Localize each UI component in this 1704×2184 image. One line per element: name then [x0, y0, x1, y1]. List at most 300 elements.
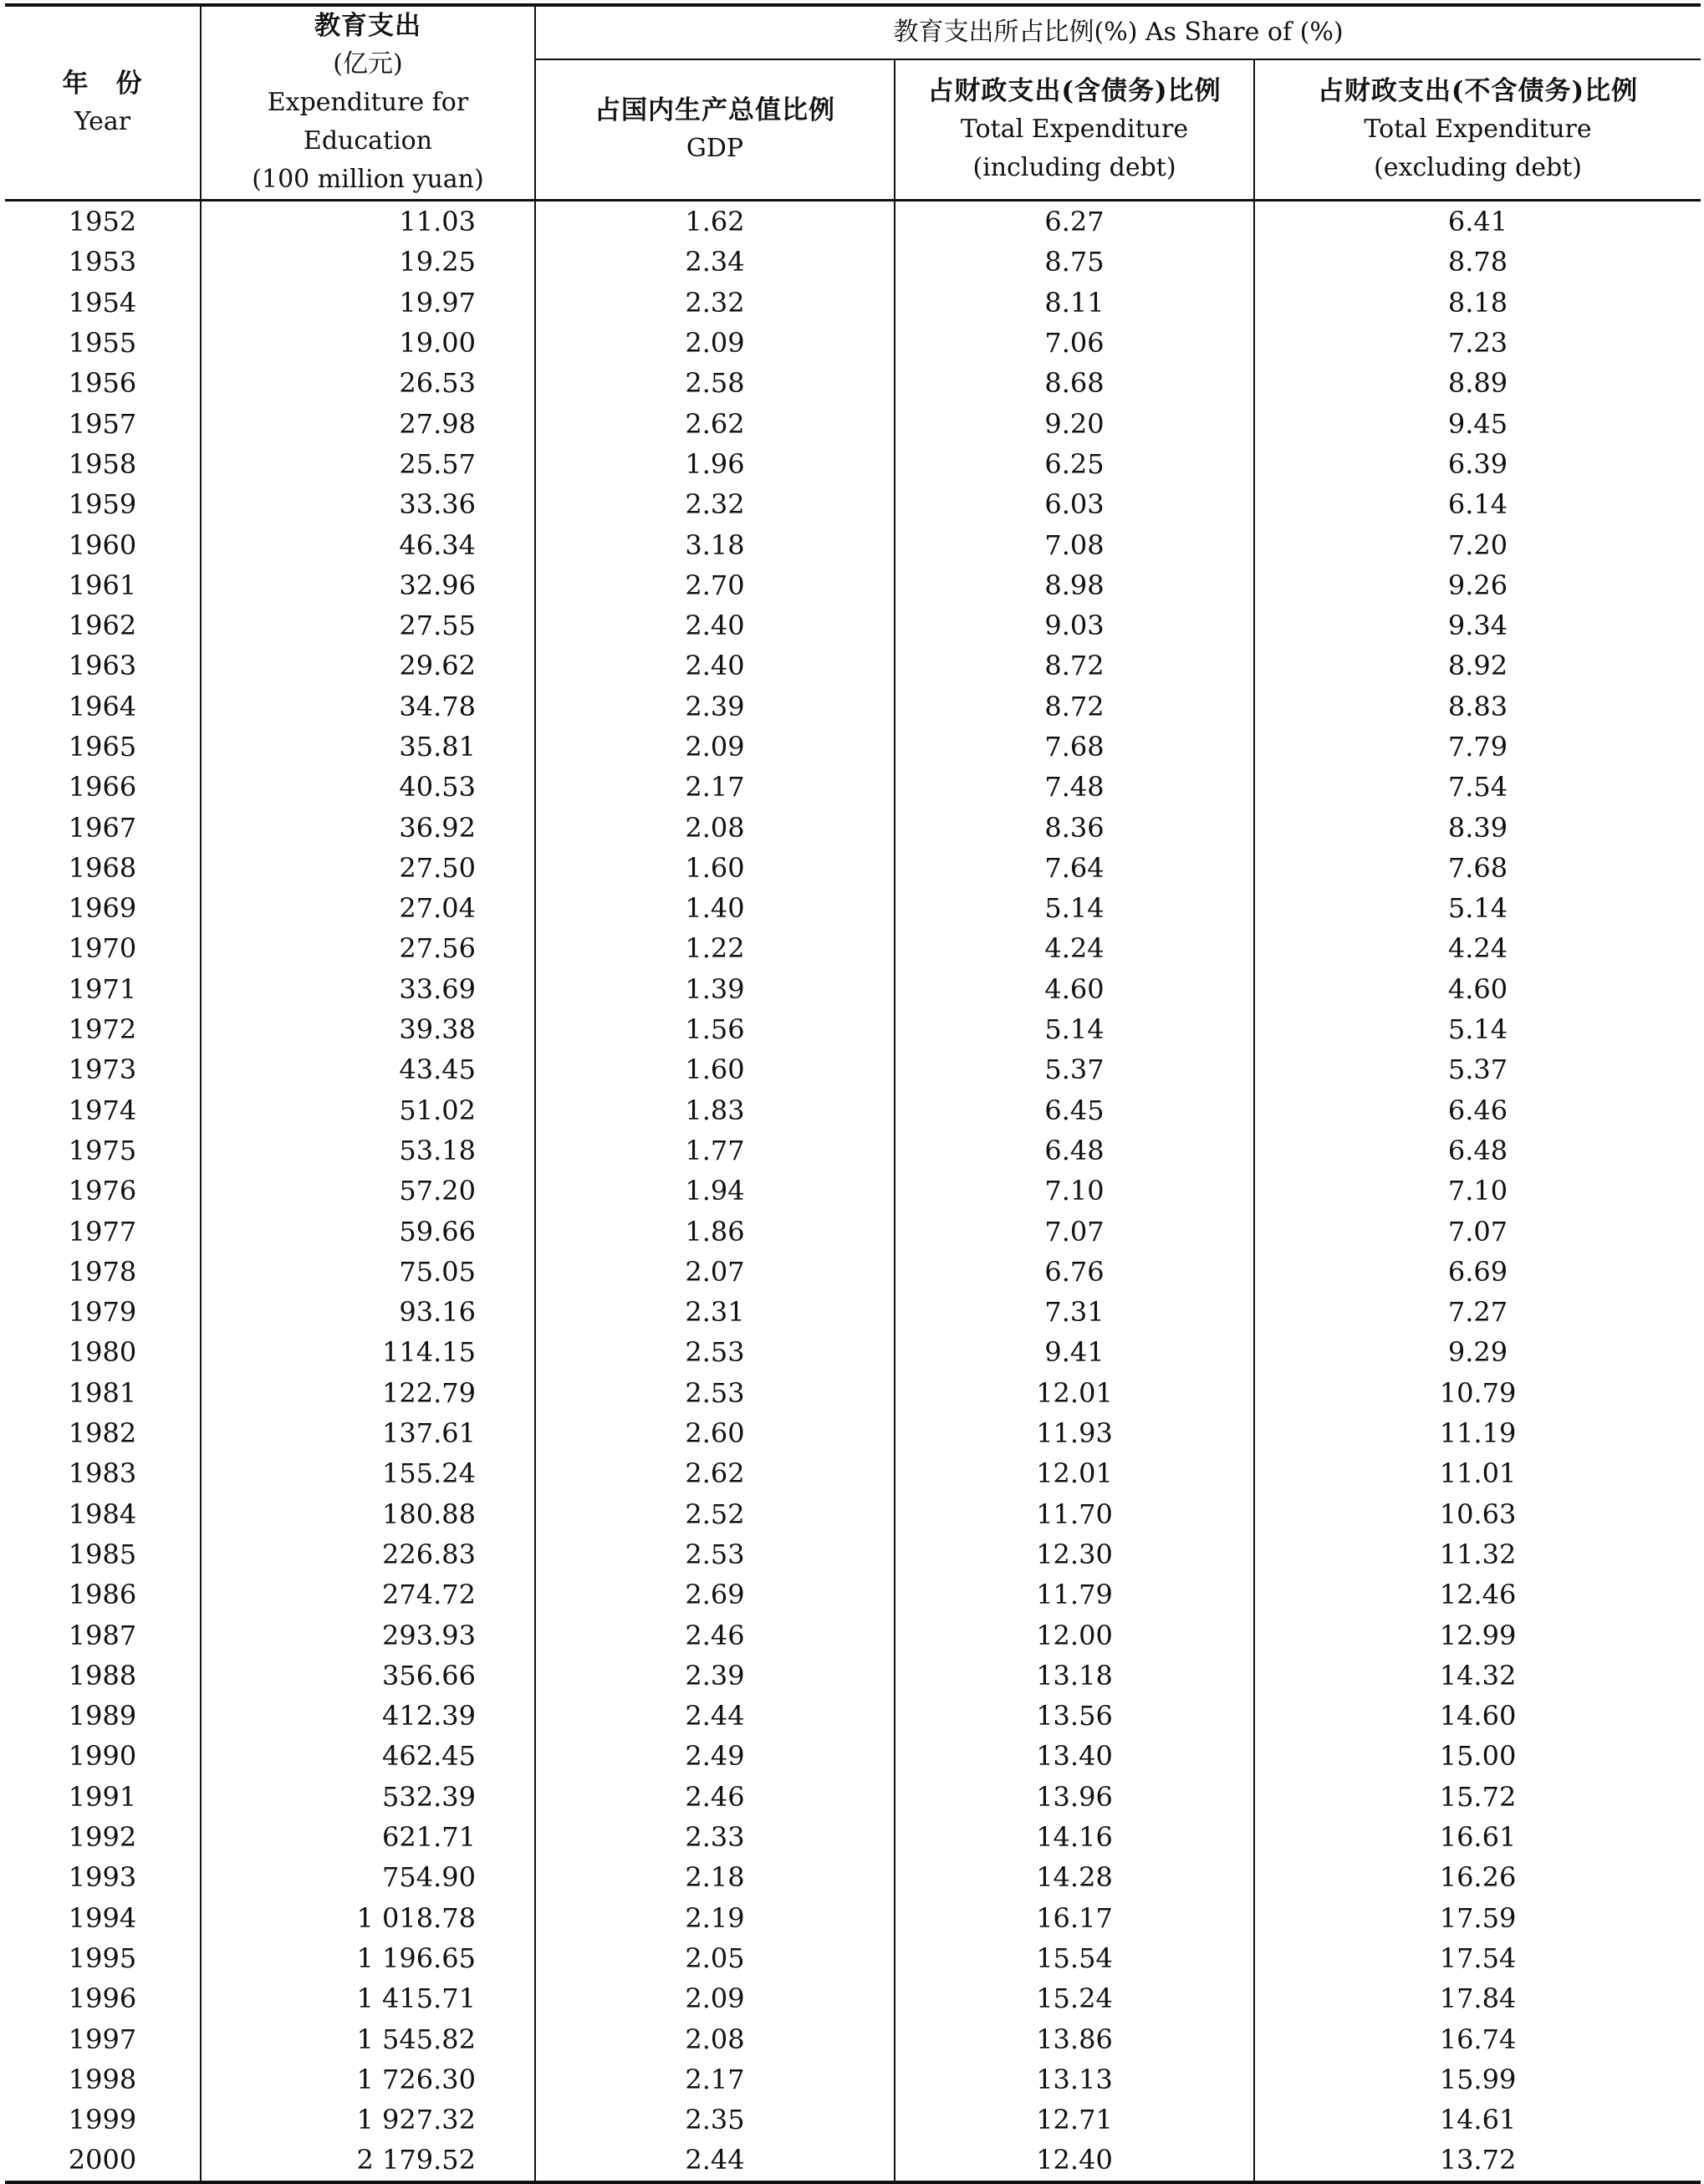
- table-row: [5, 1857, 1701, 1897]
- table-row: [5, 403, 1701, 443]
- cell-year: 1964: [68, 690, 137, 722]
- cell-share-excluding-debt: 9.29: [1254, 1332, 1701, 1372]
- table-row: [5, 888, 1701, 928]
- cell-year: 1959: [68, 488, 137, 521]
- cell-education-expenditure: 32.96: [201, 565, 535, 605]
- table-row: [5, 1171, 1701, 1211]
- cell-share-excluding-debt: 15.72: [1254, 1777, 1701, 1817]
- cell-share-excluding-debt: 16.74: [1254, 2018, 1701, 2059]
- cell-year: 2000: [5, 2140, 201, 2181]
- cell-year: 1980: [68, 1336, 137, 1369]
- header-edu-zh: 教育支出: [314, 11, 421, 41]
- cell-share-including-debt: 4.24: [895, 928, 1254, 968]
- cell-share-excluding-debt: 9.34: [1254, 605, 1701, 646]
- cell-share-excluding-debt: 7.10: [1254, 1171, 1701, 1211]
- cell-year: 1977: [68, 1215, 137, 1248]
- cell-share-excluding-debt: 7.07: [1254, 1211, 1701, 1251]
- cell-share-including-debt: 14.16: [895, 1817, 1254, 1857]
- header-gdp-en: GDP: [686, 134, 744, 163]
- cell-share-gdp: 1.83: [535, 1090, 895, 1130]
- table-row: [5, 1978, 1701, 2018]
- table-row: [5, 524, 1701, 564]
- cell-share-including-debt: 7.64: [895, 848, 1254, 888]
- cell-year: 1987: [68, 1619, 137, 1651]
- table-body: [5, 201, 1701, 2182]
- cell-education-expenditure: 59.66: [201, 1211, 535, 1251]
- cell-share-including-debt: 9.20: [895, 403, 1254, 443]
- cell-share-gdp: 2.44: [535, 1696, 895, 1736]
- header-inc-note: (including debt): [972, 153, 1176, 182]
- table-row: [5, 1696, 1701, 1736]
- cell-year: 1955: [68, 327, 137, 360]
- cell-year: 1965: [68, 731, 137, 763]
- cell-share-including-debt: 12.00: [895, 1615, 1254, 1655]
- cell-share-gdp: 2.17: [535, 2059, 895, 2100]
- table-row: [5, 2140, 1701, 2181]
- table-row: [5, 2059, 1701, 2100]
- cell-share-gdp: 2.53: [535, 1332, 895, 1372]
- cell-education-expenditure: 1 545.82: [201, 2018, 535, 2059]
- cell-share-gdp: 2.08: [535, 807, 895, 847]
- cell-share-excluding-debt: 8.78: [1254, 242, 1701, 282]
- table-row: [5, 1897, 1701, 1937]
- cell-year: 1970: [68, 932, 137, 965]
- header-year-en: Year: [74, 107, 131, 136]
- cell-share-including-debt: 13.96: [895, 1777, 1254, 1817]
- cell-share-excluding-debt: 11.19: [1254, 1413, 1701, 1453]
- cell-share-excluding-debt: 7.27: [1254, 1292, 1701, 1332]
- cell-share-excluding-debt: 14.60: [1254, 1696, 1701, 1736]
- cell-share-excluding-debt: 10.79: [1254, 1373, 1701, 1413]
- header-gdp-zh: 占国内生产总值比例: [594, 95, 835, 125]
- cell-share-excluding-debt: 12.46: [1254, 1574, 1701, 1615]
- cell-year: 1953: [68, 246, 137, 278]
- table-row: [5, 1413, 1701, 1453]
- cell-year: 1956: [68, 367, 137, 400]
- cell-share-including-debt: 11.79: [895, 1574, 1254, 1615]
- cell-share-excluding-debt: 6.39: [1254, 444, 1701, 484]
- cell-share-excluding-debt: 16.61: [1254, 1817, 1701, 1857]
- cell-share-including-debt: 12.01: [895, 1373, 1254, 1413]
- cell-share-gdp: 1.22: [535, 928, 895, 968]
- cell-share-gdp: 2.17: [535, 767, 895, 807]
- cell-share-including-debt: 11.70: [895, 1494, 1254, 1534]
- cell-year: 1962: [68, 610, 137, 642]
- cell-share-including-debt: 13.13: [895, 2059, 1254, 2100]
- cell-share-excluding-debt: 7.79: [1254, 727, 1701, 767]
- table-row: [5, 484, 1701, 524]
- cell-share-gdp: 2.69: [535, 1574, 895, 1615]
- education-expenditure-table: [5, 3, 1701, 2184]
- cell-education-expenditure: 2 179.52: [201, 2140, 535, 2181]
- header-share-title: 教育支出所占比例(%) As Share of (%): [535, 5, 1701, 59]
- cell-education-expenditure: 93.16: [201, 1292, 535, 1332]
- table-row: [5, 1656, 1701, 1696]
- cell-share-gdp: 2.19: [535, 1897, 895, 1937]
- table-row: [5, 686, 1701, 727]
- cell-share-gdp: 1.60: [535, 1049, 895, 1089]
- cell-share-including-debt: 6.25: [895, 444, 1254, 484]
- cell-education-expenditure: 274.72: [201, 1574, 535, 1615]
- cell-share-excluding-debt: 8.92: [1254, 646, 1701, 686]
- cell-share-excluding-debt: 4.24: [1254, 928, 1701, 968]
- cell-share-gdp: 2.05: [535, 1938, 895, 1978]
- cell-share-gdp: 2.07: [535, 1252, 895, 1292]
- cell-year: 1975: [68, 1134, 137, 1166]
- cell-share-including-debt: 7.68: [895, 727, 1254, 767]
- table-row: [5, 565, 1701, 605]
- table-row: [5, 1211, 1701, 1251]
- table-row: [5, 1615, 1701, 1655]
- cell-share-gdp: 2.32: [535, 484, 895, 524]
- table-row: [5, 727, 1701, 767]
- cell-education-expenditure: 36.92: [201, 807, 535, 847]
- cell-year: 1994: [68, 1901, 137, 1934]
- cell-year: 1966: [68, 771, 137, 804]
- cell-share-excluding-debt: 16.26: [1254, 1857, 1701, 1897]
- cell-share-including-debt: 13.56: [895, 1696, 1254, 1736]
- table-row: [5, 928, 1701, 968]
- cell-year: 1989: [68, 1700, 137, 1732]
- cell-share-gdp: 1.40: [535, 888, 895, 928]
- cell-year: 1990: [68, 1740, 137, 1773]
- cell-year: 1995: [68, 1942, 137, 1974]
- cell-education-expenditure: 462.45: [201, 1736, 535, 1776]
- cell-year: 1968: [68, 851, 137, 884]
- cell-share-excluding-debt: 9.45: [1254, 403, 1701, 443]
- cell-share-including-debt: 7.31: [895, 1292, 1254, 1332]
- cell-share-excluding-debt: 10.63: [1254, 1494, 1701, 1534]
- cell-share-including-debt: 12.71: [895, 2100, 1254, 2140]
- cell-share-excluding-debt: 9.26: [1254, 565, 1701, 605]
- cell-share-including-debt: 9.03: [895, 605, 1254, 646]
- table-row: [5, 646, 1701, 686]
- cell-education-expenditure: 27.55: [201, 605, 535, 646]
- cell-education-expenditure: 26.53: [201, 363, 535, 403]
- cell-share-gdp: 2.09: [535, 1978, 895, 2018]
- cell-share-including-debt: 6.27: [895, 201, 1254, 242]
- cell-share-excluding-debt: 6.41: [1254, 201, 1701, 242]
- cell-share-gdp: 2.46: [535, 1777, 895, 1817]
- cell-education-expenditure: 180.88: [201, 1494, 535, 1534]
- cell-share-gdp: 2.70: [535, 565, 895, 605]
- cell-share-including-debt: 13.86: [895, 2018, 1254, 2059]
- cell-share-including-debt: 15.54: [895, 1938, 1254, 1978]
- cell-year: 1992: [68, 1821, 137, 1854]
- table-row: [5, 1453, 1701, 1493]
- cell-year: 1969: [68, 892, 137, 925]
- cell-year: 1952: [68, 206, 137, 238]
- cell-share-excluding-debt: 8.83: [1254, 686, 1701, 727]
- cell-share-excluding-debt: 8.89: [1254, 363, 1701, 403]
- table-row: [5, 605, 1701, 646]
- cell-share-gdp: 1.56: [535, 1009, 895, 1049]
- table-row: [5, 2018, 1701, 2059]
- cell-education-expenditure: 19.97: [201, 283, 535, 323]
- cell-share-gdp: 2.34: [535, 242, 895, 282]
- cell-share-excluding-debt: 13.72: [1254, 2140, 1701, 2181]
- cell-year: 1974: [68, 1094, 137, 1126]
- cell-share-gdp: 3.18: [535, 524, 895, 564]
- cell-share-including-debt: 7.10: [895, 1171, 1254, 1211]
- cell-share-gdp: 2.62: [535, 403, 895, 443]
- cell-share-including-debt: 12.01: [895, 1453, 1254, 1493]
- cell-share-including-debt: 8.68: [895, 363, 1254, 403]
- cell-share-including-debt: 7.08: [895, 524, 1254, 564]
- header-education-expenditure: [201, 5, 535, 201]
- table-row: [5, 1373, 1701, 1413]
- cell-share-gdp: 2.49: [535, 1736, 895, 1776]
- cell-education-expenditure: 33.69: [201, 969, 535, 1009]
- cell-share-gdp: 2.33: [535, 1817, 895, 1857]
- cell-year: 1954: [68, 286, 137, 319]
- cell-education-expenditure: 532.39: [201, 1777, 535, 1817]
- cell-education-expenditure: 1 726.30: [201, 2059, 535, 2100]
- table-row: [5, 1817, 1701, 1857]
- cell-share-including-debt: 5.14: [895, 888, 1254, 928]
- cell-year: 1981: [68, 1376, 137, 1409]
- cell-education-expenditure: 40.53: [201, 767, 535, 807]
- cell-share-excluding-debt: 11.32: [1254, 1534, 1701, 1574]
- cell-share-excluding-debt: 12.99: [1254, 1615, 1701, 1655]
- cell-year: 1982: [68, 1417, 137, 1450]
- header-share-gdp: [535, 59, 895, 201]
- cell-education-expenditure: 27.56: [201, 928, 535, 968]
- cell-share-excluding-debt: 6.69: [1254, 1252, 1701, 1292]
- document-page: [5, 3, 1701, 2184]
- cell-year: 1985: [68, 1538, 137, 1570]
- cell-share-including-debt: 11.93: [895, 1413, 1254, 1453]
- cell-share-excluding-debt: 7.23: [1254, 323, 1701, 363]
- cell-share-including-debt: 14.28: [895, 1857, 1254, 1897]
- cell-share-gdp: 2.53: [535, 1373, 895, 1413]
- cell-share-excluding-debt: 8.18: [1254, 283, 1701, 323]
- cell-year: 1993: [68, 1861, 137, 1894]
- cell-education-expenditure: 155.24: [201, 1453, 535, 1493]
- cell-year: 1960: [68, 528, 137, 561]
- cell-year: 1996: [68, 1982, 137, 2015]
- header-inc-zh: 占财政支出(含债务)比例: [927, 76, 1222, 106]
- cell-share-including-debt: 8.36: [895, 807, 1254, 847]
- cell-share-excluding-debt: 5.14: [1254, 1009, 1701, 1049]
- table-row: [5, 1494, 1701, 1534]
- table-row: [5, 1736, 1701, 1776]
- cell-share-including-debt: 9.41: [895, 1332, 1254, 1372]
- table-row: [5, 444, 1701, 484]
- cell-year: 1988: [68, 1659, 137, 1692]
- cell-year: 1986: [68, 1579, 137, 1611]
- cell-share-excluding-debt: 14.61: [1254, 2100, 1701, 2140]
- table-row: [5, 1130, 1701, 1171]
- cell-education-expenditure: 27.98: [201, 403, 535, 443]
- cell-share-including-debt: 13.40: [895, 1736, 1254, 1776]
- cell-education-expenditure: 356.66: [201, 1656, 535, 1696]
- cell-year: 1999: [68, 2104, 137, 2136]
- header-share-including-debt: [895, 59, 1254, 201]
- table-row: [5, 1777, 1701, 1817]
- cell-share-excluding-debt: 17.54: [1254, 1938, 1701, 1978]
- cell-education-expenditure: 114.15: [201, 1332, 535, 1372]
- table-row: [5, 283, 1701, 323]
- cell-education-expenditure: 1 415.71: [201, 1978, 535, 2018]
- cell-year: 1991: [68, 1780, 137, 1813]
- header-year-zh: 年 份: [62, 69, 143, 99]
- table-row: [5, 323, 1701, 363]
- table-row: [5, 1574, 1701, 1615]
- header-exc-note: (excluding debt): [1374, 153, 1582, 182]
- cell-education-expenditure: 137.61: [201, 1413, 535, 1453]
- cell-education-expenditure: 51.02: [201, 1090, 535, 1130]
- table-row: [5, 1938, 1701, 1978]
- table-header: [5, 5, 1701, 201]
- table-row: [5, 1252, 1701, 1292]
- table-row: [5, 807, 1701, 847]
- cell-education-expenditure: 53.18: [201, 1130, 535, 1171]
- table-row: [5, 969, 1701, 1009]
- cell-share-excluding-debt: 14.32: [1254, 1656, 1701, 1696]
- cell-education-expenditure: 19.00: [201, 323, 535, 363]
- cell-share-excluding-debt: 17.59: [1254, 1897, 1701, 1937]
- cell-share-excluding-debt: 5.14: [1254, 888, 1701, 928]
- cell-share-gdp: 2.39: [535, 1656, 895, 1696]
- table-row: [5, 201, 1701, 242]
- cell-education-expenditure: 19.25: [201, 242, 535, 282]
- cell-education-expenditure: 57.20: [201, 1171, 535, 1211]
- cell-education-expenditure: 1 196.65: [201, 1938, 535, 1978]
- cell-share-including-debt: 6.03: [895, 484, 1254, 524]
- table-row: [5, 1049, 1701, 1089]
- cell-year: 1978: [68, 1255, 137, 1288]
- cell-year: 1972: [68, 1013, 137, 1046]
- cell-share-gdp: 2.52: [535, 1494, 895, 1534]
- cell-share-excluding-debt: 17.84: [1254, 1978, 1701, 2018]
- header-exc-en: Total Expenditure: [1364, 115, 1592, 144]
- cell-share-including-debt: 7.06: [895, 323, 1254, 363]
- cell-share-including-debt: 8.72: [895, 686, 1254, 727]
- cell-share-gdp: 1.94: [535, 1171, 895, 1211]
- table-row: [5, 1009, 1701, 1049]
- cell-share-gdp: 2.53: [535, 1534, 895, 1574]
- cell-share-including-debt: 8.11: [895, 283, 1254, 323]
- cell-year: 1967: [68, 811, 137, 844]
- cell-education-expenditure: 11.03: [201, 201, 535, 242]
- cell-education-expenditure: 46.34: [201, 524, 535, 564]
- table-row: [5, 848, 1701, 888]
- cell-share-including-debt: 4.60: [895, 969, 1254, 1009]
- cell-education-expenditure: 25.57: [201, 444, 535, 484]
- header-edu-unit-en: (100 million yuan): [252, 165, 484, 194]
- header-inc-en: Total Expenditure: [960, 115, 1189, 144]
- cell-share-gdp: 2.60: [535, 1413, 895, 1453]
- header-year: [5, 5, 201, 201]
- header-edu-en: Expenditure for Education: [267, 88, 469, 156]
- cell-share-including-debt: 12.40: [895, 2140, 1254, 2181]
- cell-year: 1997: [68, 2023, 137, 2055]
- cell-share-excluding-debt: 7.20: [1254, 524, 1701, 564]
- cell-share-excluding-debt: 6.46: [1254, 1090, 1701, 1130]
- cell-year: 1957: [68, 407, 137, 440]
- cell-share-gdp: 2.31: [535, 1292, 895, 1332]
- cell-year: 1979: [68, 1296, 137, 1329]
- cell-share-including-debt: 12.30: [895, 1534, 1254, 1574]
- cell-share-including-debt: 8.72: [895, 646, 1254, 686]
- cell-share-excluding-debt: 15.00: [1254, 1736, 1701, 1776]
- cell-share-excluding-debt: 7.54: [1254, 767, 1701, 807]
- cell-education-expenditure: 412.39: [201, 1696, 535, 1736]
- cell-share-gdp: 2.09: [535, 323, 895, 363]
- cell-education-expenditure: 35.81: [201, 727, 535, 767]
- cell-share-excluding-debt: 4.60: [1254, 969, 1701, 1009]
- cell-share-including-debt: 8.75: [895, 242, 1254, 282]
- table-row: [5, 767, 1701, 807]
- cell-share-excluding-debt: 5.37: [1254, 1049, 1701, 1089]
- cell-share-including-debt: 15.24: [895, 1978, 1254, 2018]
- table-row: [5, 1090, 1701, 1130]
- cell-education-expenditure: 293.93: [201, 1615, 535, 1655]
- header-exc-zh: 占财政支出(不含债务)比例: [1317, 76, 1639, 106]
- cell-share-gdp: 1.96: [535, 444, 895, 484]
- cell-share-gdp: 2.35: [535, 2100, 895, 2140]
- cell-share-including-debt: 6.45: [895, 1090, 1254, 1130]
- cell-year: 1963: [68, 650, 137, 682]
- table-row: [5, 1332, 1701, 1372]
- cell-share-gdp: 2.46: [535, 1615, 895, 1655]
- table-row: [5, 363, 1701, 403]
- cell-education-expenditure: 226.83: [201, 1534, 535, 1574]
- table-row: [5, 242, 1701, 282]
- cell-education-expenditure: 1 018.78: [201, 1897, 535, 1937]
- cell-share-gdp: 2.08: [535, 2018, 895, 2059]
- cell-share-including-debt: 5.14: [895, 1009, 1254, 1049]
- cell-share-including-debt: 5.37: [895, 1049, 1254, 1089]
- cell-education-expenditure: 43.45: [201, 1049, 535, 1089]
- cell-share-gdp: 2.09: [535, 727, 895, 767]
- cell-share-gdp: 2.39: [535, 686, 895, 727]
- cell-education-expenditure: 29.62: [201, 646, 535, 686]
- cell-share-excluding-debt: 7.68: [1254, 848, 1701, 888]
- cell-year: 1998: [68, 2063, 137, 2095]
- cell-share-gdp: 2.32: [535, 283, 895, 323]
- cell-education-expenditure: 1 927.32: [201, 2100, 535, 2140]
- cell-year: 1973: [68, 1054, 137, 1086]
- cell-share-gdp: 2.62: [535, 1453, 895, 1493]
- cell-share-including-debt: 7.48: [895, 767, 1254, 807]
- table-row: [5, 1292, 1701, 1332]
- cell-education-expenditure: 33.36: [201, 484, 535, 524]
- cell-share-including-debt: 8.98: [895, 565, 1254, 605]
- cell-education-expenditure: 39.38: [201, 1009, 535, 1049]
- cell-share-including-debt: 6.48: [895, 1130, 1254, 1171]
- cell-share-including-debt: 13.18: [895, 1656, 1254, 1696]
- cell-education-expenditure: 34.78: [201, 686, 535, 727]
- cell-share-gdp: 1.60: [535, 848, 895, 888]
- cell-share-excluding-debt: 6.14: [1254, 484, 1701, 524]
- cell-year: 1976: [68, 1175, 137, 1207]
- cell-education-expenditure: 621.71: [201, 1817, 535, 1857]
- cell-share-gdp: 2.44: [535, 2140, 895, 2181]
- header-edu-unit-zh: (亿元): [333, 49, 403, 79]
- cell-share-gdp: 2.40: [535, 646, 895, 686]
- cell-year: 1983: [68, 1457, 137, 1490]
- cell-education-expenditure: 27.04: [201, 888, 535, 928]
- cell-share-including-debt: 16.17: [895, 1897, 1254, 1937]
- cell-share-including-debt: 6.76: [895, 1252, 1254, 1292]
- table-row: [5, 2100, 1701, 2140]
- cell-education-expenditure: 75.05: [201, 1252, 535, 1292]
- cell-education-expenditure: 754.90: [201, 1857, 535, 1897]
- table-row: [5, 1534, 1701, 1574]
- cell-share-gdp: 2.40: [535, 605, 895, 646]
